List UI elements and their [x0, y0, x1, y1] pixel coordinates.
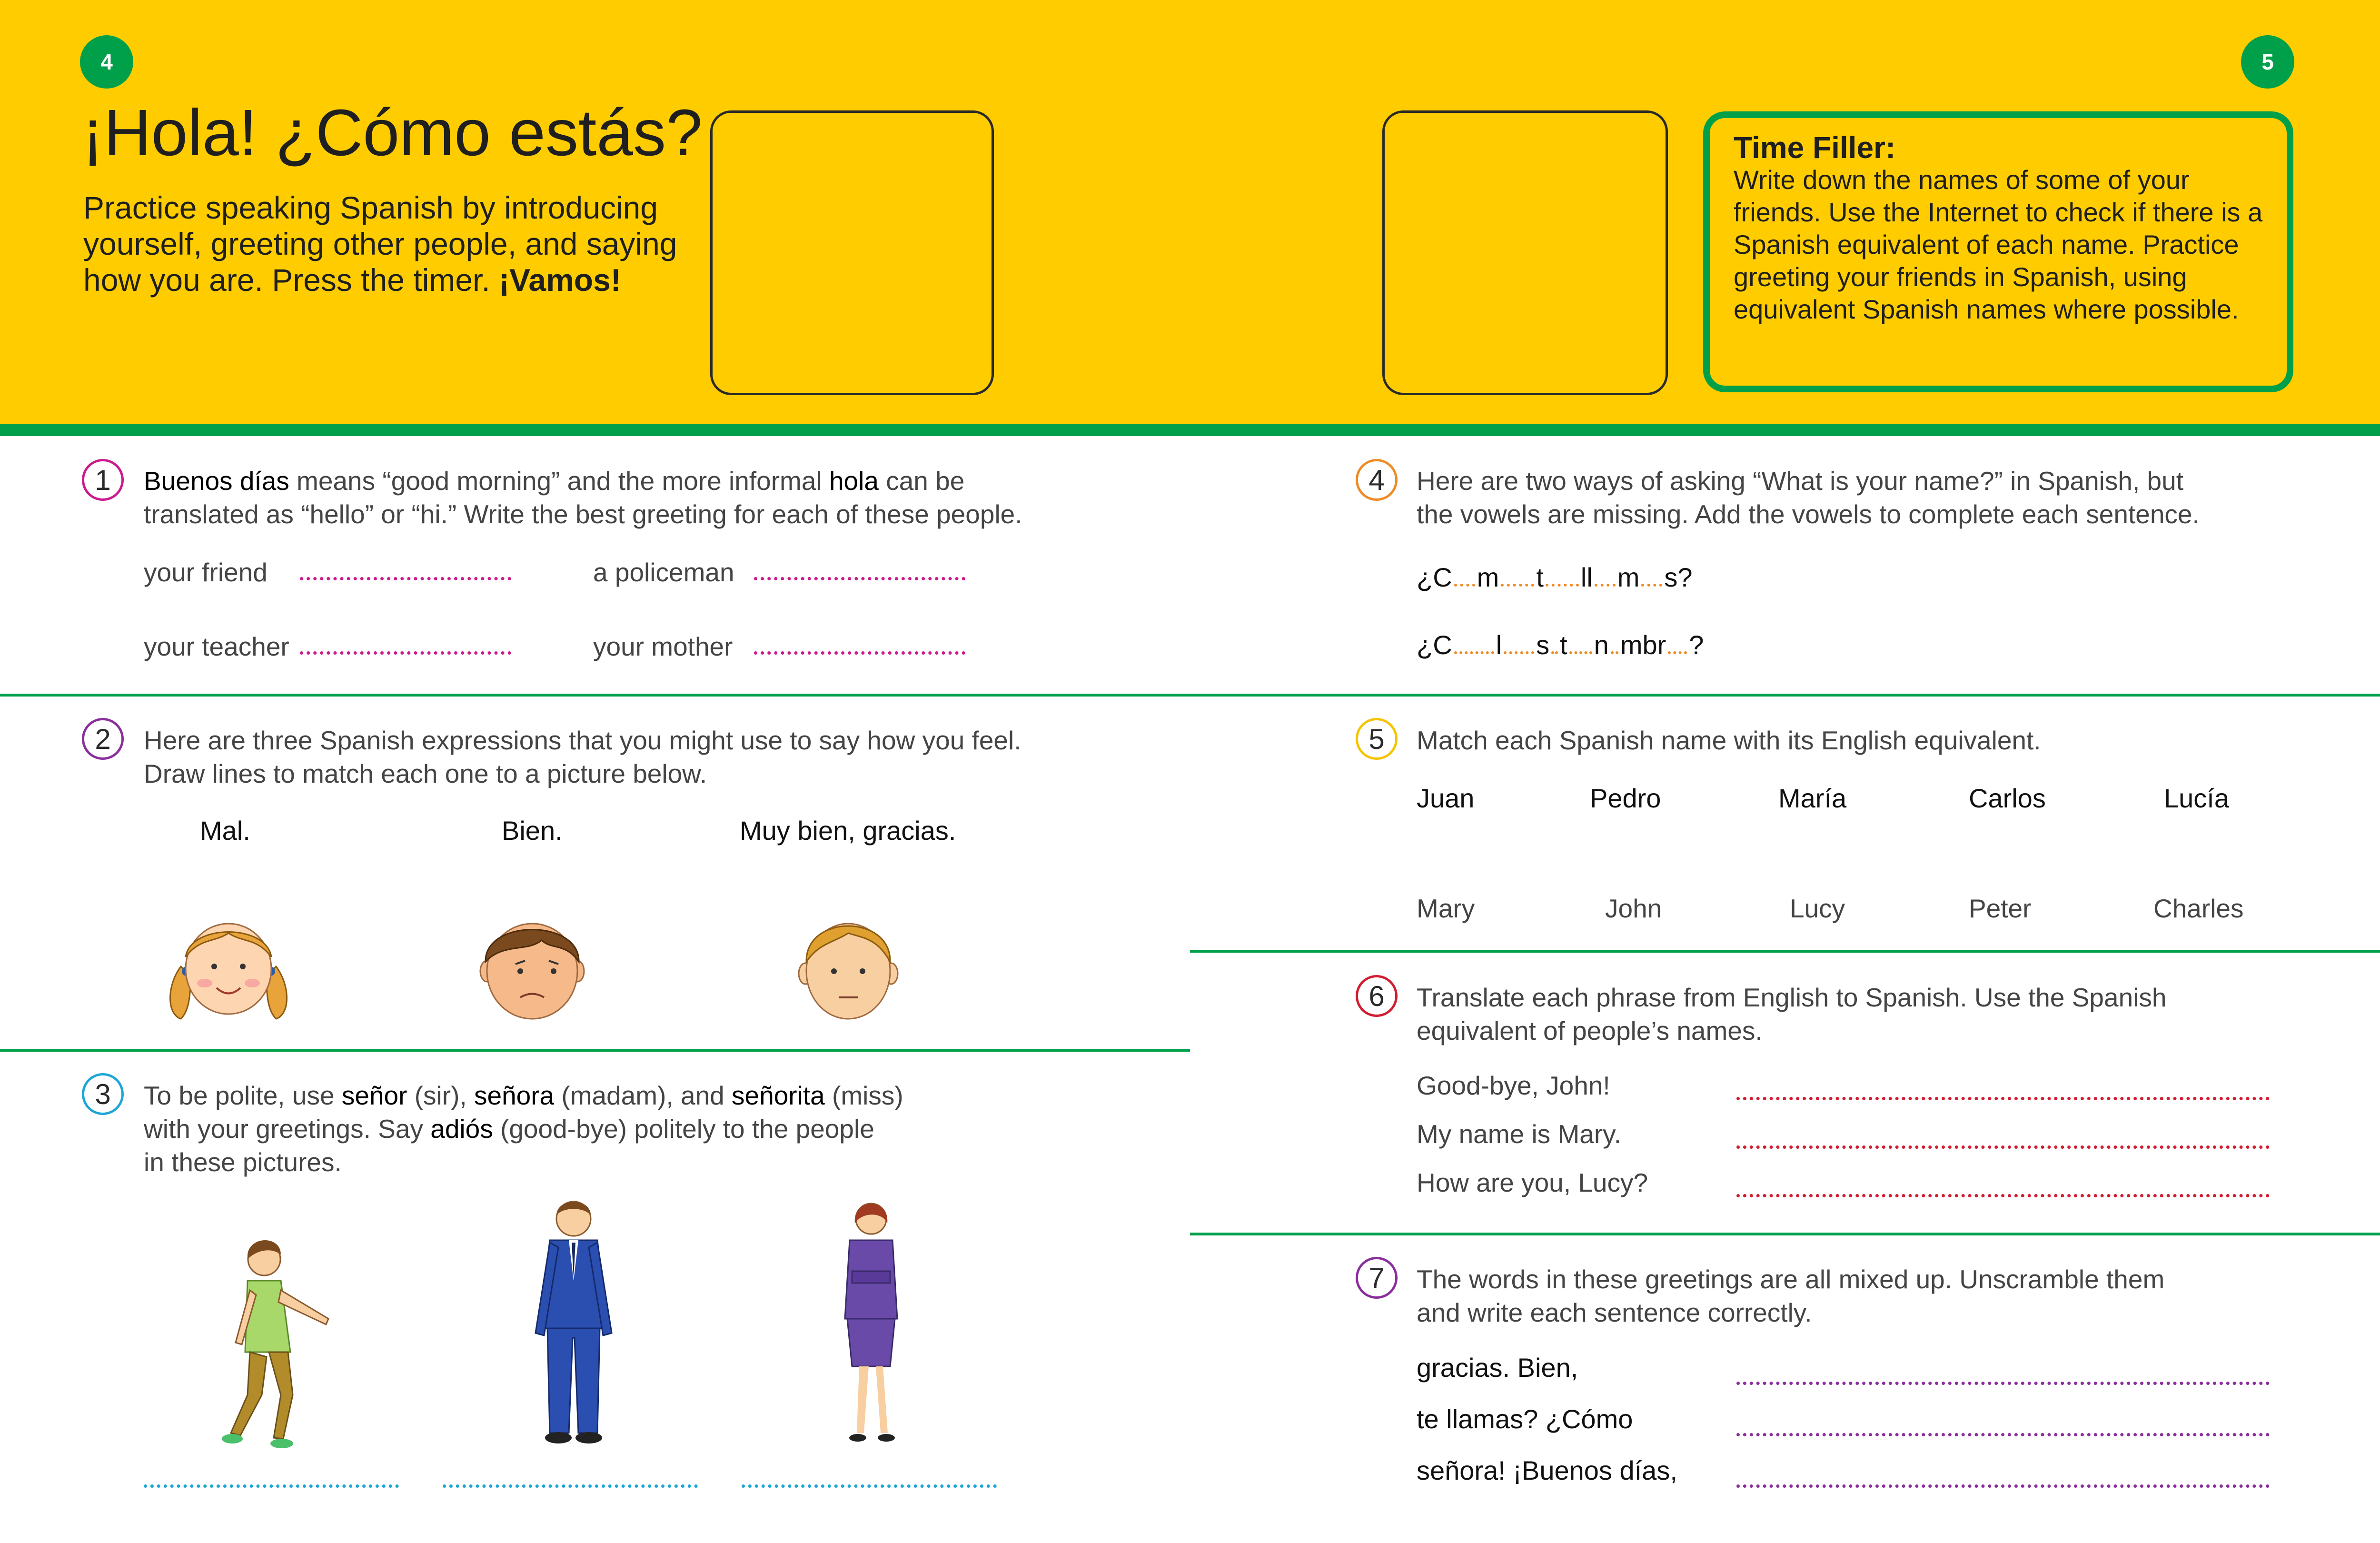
question-number-1: 1	[82, 459, 124, 501]
time-filler-title: Time Filler:	[1734, 130, 1896, 165]
q5-line1: Match each Spanish name with its English equivalent.	[1417, 726, 2041, 755]
english-name: Lucy	[1790, 894, 1845, 923]
english-name: Mary	[1417, 894, 1475, 923]
q1-person-label: your mother	[593, 632, 733, 661]
divider-q1	[0, 694, 2380, 697]
intro-body: Practice speaking Spanish by introducing yourself, greeting other people, and saying how you are. Press the timer.	[83, 190, 677, 298]
intro-bold: ¡Vamos!	[499, 262, 621, 298]
time-filler-body: Write down the names of some of your friends. Use the Internet to check if there is a Spanish equivalent of each name. Practice greeting your friends in Spanish, using equivalent Spanish names where possible.	[1734, 165, 2263, 324]
english-name: Charles	[2153, 894, 2244, 923]
question-number-4: 4	[1356, 459, 1398, 501]
spanish-name: Pedro	[1590, 783, 1661, 813]
woman-in-suit-figure	[828, 1195, 914, 1452]
divider-q5	[1190, 950, 2380, 953]
q1-person-label: your friend	[144, 557, 268, 587]
q4-line1: Here are two ways of asking “What is your name?” in Spanish, but	[1417, 466, 2184, 496]
english-name: Peter	[1969, 894, 2032, 923]
q1-person-label: your teacher	[144, 632, 289, 661]
q4-sentence-2[interactable]: ¿C l s t n mbr ?	[1417, 630, 1704, 660]
girl-walking-figure	[209, 1233, 343, 1462]
q6-line2: equivalent of people’s names.	[1417, 1016, 1763, 1045]
q1-word-hola: hola	[829, 466, 879, 496]
q6-answer-line[interactable]	[1736, 1145, 2270, 1149]
q7-answer-line[interactable]	[1736, 1433, 2270, 1436]
time-filler-box	[1703, 111, 2293, 392]
q3-line3: in these pictures.	[144, 1147, 342, 1177]
girl-face-icon	[162, 905, 295, 1024]
q3-line1: To be polite, use señor (sir), señora (madam), and señorita (miss)	[144, 1081, 903, 1110]
q3-word-senorita: señorita	[732, 1081, 825, 1110]
question-number-2: 2	[82, 718, 124, 760]
q2-line1: Here are three Spanish expressions that you might use to say how you feel.	[144, 726, 1021, 755]
question-number-3: 3	[82, 1073, 124, 1115]
q4-sentence-1[interactable]: ¿C m t ll m s?	[1417, 562, 1693, 592]
q6-line1: Translate each phrase from English to Spanish. Use the Spanish	[1417, 983, 2167, 1012]
timer-box-left[interactable]	[710, 110, 994, 395]
q1-line2: translated as “hello” or “hi.” Write the best greeting for each of these people.	[144, 499, 1022, 529]
q6-phrase: Good-bye, John!	[1417, 1071, 1610, 1100]
q7-scrambled: te llamas? ¿Cómo	[1417, 1404, 1633, 1434]
timer-box-right[interactable]	[1382, 110, 1668, 395]
q7-scrambled: gracias. Bien,	[1417, 1353, 1578, 1383]
q7-line1: The words in these greetings are all mixed up. Unscramble them	[1417, 1264, 2165, 1294]
question-number-5: 5	[1356, 718, 1398, 760]
q1-answer-line[interactable]	[754, 651, 965, 655]
q3-word-senor: señor	[341, 1081, 407, 1110]
spanish-name: Lucía	[2164, 783, 2229, 813]
sad-boy-face-icon	[475, 905, 589, 1024]
q3-word-adios: adiós	[430, 1114, 493, 1144]
question-number-6: 6	[1356, 975, 1398, 1017]
q6-answer-line[interactable]	[1736, 1097, 2270, 1100]
header-divider	[0, 424, 2380, 436]
question-number-7: 7	[1356, 1257, 1398, 1299]
q7-answer-line[interactable]	[1736, 1484, 2270, 1488]
q6-answer-line[interactable]	[1736, 1194, 2270, 1197]
q1-word-buenos-dias: Buenos días	[144, 466, 289, 496]
q2-line2: Draw lines to match each one to a picture below.	[144, 759, 707, 788]
q7-answer-line[interactable]	[1736, 1382, 2270, 1385]
q3-word-senora: señora	[474, 1081, 555, 1110]
q3-line2: with your greetings. Say adiós (good-bye) politely to the people	[144, 1114, 874, 1144]
q1-person-label: a policeman	[593, 557, 734, 587]
divider-q6	[1190, 1233, 2380, 1235]
q3-answer-line[interactable]	[443, 1484, 698, 1488]
intro-text	[83, 189, 702, 298]
page-number-left: 4	[80, 35, 133, 89]
q2-expression: Mal.	[200, 816, 250, 846]
q6-phrase: My name is Mary.	[1417, 1119, 1621, 1149]
spanish-name: Carlos	[1969, 783, 2046, 813]
q1-answer-line[interactable]	[300, 577, 511, 580]
spanish-name: Juan	[1417, 783, 1475, 813]
q3-answer-line[interactable]	[742, 1484, 997, 1488]
q1-answer-line[interactable]	[754, 577, 965, 580]
q2-expression: Muy bien, gracias.	[740, 816, 956, 846]
q7-line2: and write each sentence correctly.	[1417, 1298, 1812, 1327]
q1-answer-line[interactable]	[300, 651, 511, 655]
spanish-name: María	[1778, 783, 1847, 813]
q4-line2: the vowels are missing. Add the vowels to complete each sentence.	[1417, 499, 2200, 529]
page-title: ¡Hola! ¿Cómo estás?	[82, 96, 703, 169]
man-in-suit-figure	[521, 1195, 626, 1452]
divider-q2	[0, 1049, 1190, 1052]
q6-phrase: How are you, Lucy?	[1417, 1168, 1648, 1197]
q7-scrambled: señora! ¡Buenos días,	[1417, 1455, 1677, 1485]
q3-answer-line[interactable]	[144, 1484, 399, 1488]
english-name: John	[1605, 894, 1662, 923]
boy-face-icon	[796, 905, 901, 1024]
page-number-right: 5	[2241, 35, 2294, 89]
q1-line1: Buenos días means “good morning” and the more informal hola can be	[144, 466, 965, 496]
q2-expression: Bien.	[502, 816, 563, 846]
